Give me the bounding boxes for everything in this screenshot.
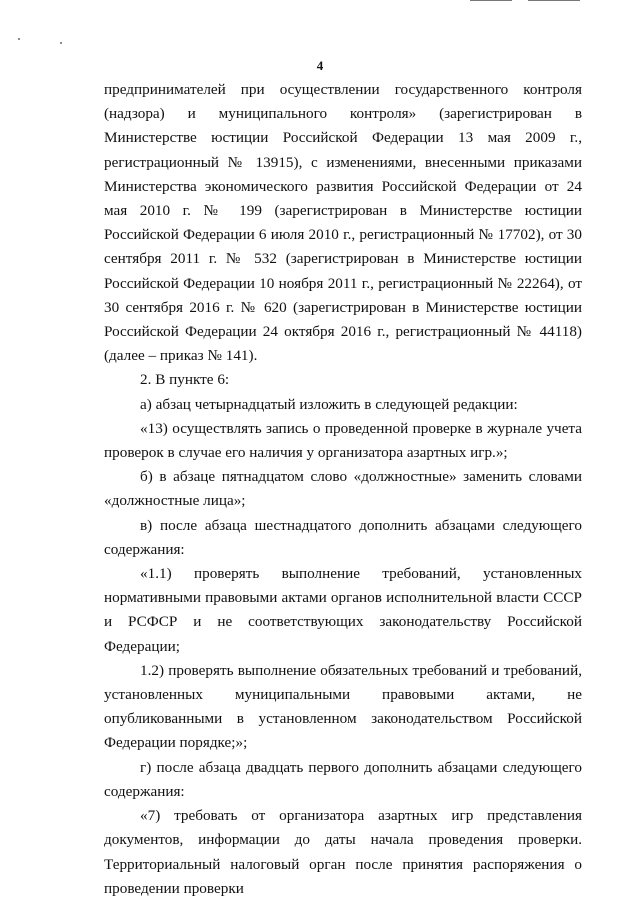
paragraph-subitem-a: а) абзац четырнадцатый изложить в следующей редакции: (140, 395, 518, 413)
paragraph-quote-7: «7) требовать от организатора азартных игр представления документов, информации до даты начала проведения проверки. Территориальный налоговый орган после принятия распоряжения о проведении проверки (104, 807, 582, 897)
page-number: 4 (316, 58, 324, 73)
paragraph-subitem-v: в) после абзаца шестнадцатого дополнить абзацами следующего содержания: (104, 516, 582, 558)
scan-artifact-dot (60, 42, 62, 44)
paragraph-order-141-reference: предпринимателей при осуществлении государственного контроля (надзора) и муниципального контроля» (зарегистрирован в Министерстве юстиции Российской Федерации 13 мая 2009 г., регистрационный № 13915), с изменениями, внесенными приказами Министерства экономического развития Российской Федерации от 24 мая 2010 г. № 199 (зарегистрирован в Министерстве юстиции Российской Федерации 6 июля 2010 г., регистрационный № 17702), от 30 сентября 2011 г. № 532 (зарегистрирован в Министерстве юстиции Российской Федерации 10 ноября 2011 г., регистрационный № 22264), от 30 сентября 2016 г. № 620 (зарегистрирован в Министерстве юстиции Российской Федерации 24 октября 2016 г., регистрационный № 44118) (далее – приказ № 141). (104, 81, 582, 365)
paragraph-quote-13: «13) осуществлять запись о проведенной проверке в журнале учета проверок в случае его наличия у организатора азартных игр.»; (104, 419, 582, 462)
document-body (104, 78, 582, 901)
scan-artifact-lines (470, 0, 580, 4)
paragraph-item-2: 2. В пункте 6: (140, 371, 230, 389)
paragraph-subitem-b: б) в абзаце пятнадцатом слово «должностные» заменить словами «должностные лица»; (104, 468, 582, 510)
paragraph-quote-1-1: «1.1) проверять выполнение требований, установленных нормативными правовыми актами органов исполнительной власти СССР и РСФСР и не соответствующих законодательству Российской Федерации; (104, 565, 582, 655)
paragraph-quote-1-2: 1.2) проверять выполнение обязательных требований и требований, установленных муниципальными правовыми актами, не опубликованными в установленном законодательством Российской Федерации порядке;»; (104, 661, 582, 752)
scan-artifact-dot (18, 38, 20, 40)
paragraph-subitem-g: г) после абзаца двадцать первого дополнить абзацами следующего содержания: (104, 758, 582, 800)
